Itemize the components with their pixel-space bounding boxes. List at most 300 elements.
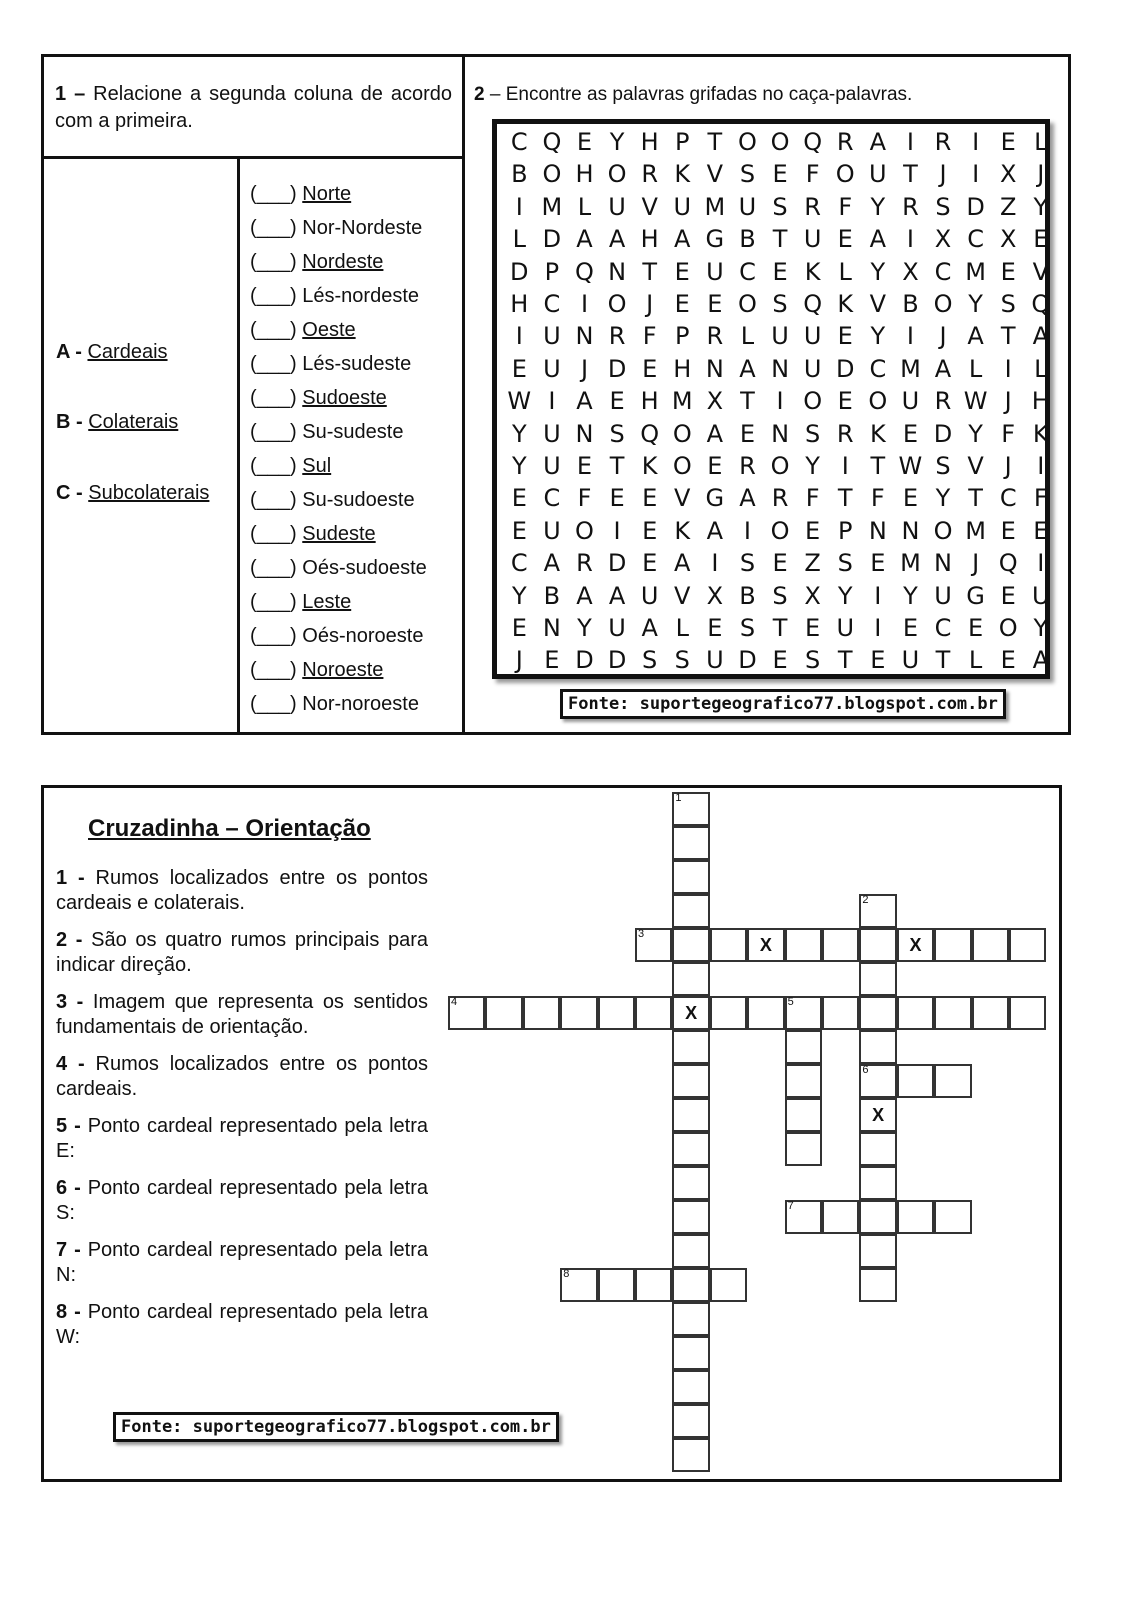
crossword-cell[interactable]	[785, 1064, 822, 1098]
word-search-letter[interactable]: E	[544, 646, 560, 675]
word-search-letter[interactable]: W	[898, 452, 923, 480]
word-search-letter[interactable]: K	[837, 290, 854, 318]
word-search-letter[interactable]: U	[901, 387, 920, 416]
word-search-letter[interactable]: I	[874, 614, 882, 642]
crossword-cell[interactable]	[672, 1370, 709, 1404]
crossword-cell[interactable]	[859, 1200, 896, 1234]
word-search-letter[interactable]: C	[999, 484, 1017, 513]
word-search-letter[interactable]: E	[511, 354, 527, 383]
word-search-letter[interactable]: E	[805, 516, 821, 545]
word-search-letter[interactable]: F	[805, 160, 820, 189]
crossword-cell[interactable]	[672, 1404, 709, 1438]
word-search-letter[interactable]: L	[512, 225, 526, 254]
word-search-letter[interactable]: A	[1032, 322, 1049, 351]
crossword-cell[interactable]	[934, 928, 971, 962]
word-search-letter[interactable]: Y	[511, 419, 527, 448]
word-search-letter[interactable]: T	[968, 484, 983, 513]
word-search-letter[interactable]: S	[837, 549, 853, 578]
word-search-letter[interactable]: U	[771, 322, 789, 351]
word-search-letter[interactable]: R	[902, 192, 919, 221]
word-search-letter[interactable]: I	[743, 516, 751, 545]
word-search-letter[interactable]: O	[738, 128, 757, 156]
word-search-letter[interactable]: B	[902, 290, 919, 318]
crossword-cell[interactable]	[672, 928, 709, 962]
word-search-letter[interactable]: Q	[998, 549, 1018, 578]
answer-blank[interactable]: (___)	[250, 455, 297, 477]
word-search-letter[interactable]: R	[934, 387, 952, 416]
word-search-letter[interactable]: Y	[870, 257, 886, 286]
word-search-letter[interactable]: Y	[805, 452, 820, 480]
word-search-letter[interactable]: N	[868, 516, 887, 545]
word-search-letter[interactable]: H	[510, 290, 529, 318]
crossword-cell[interactable]	[672, 962, 709, 996]
word-search-letter[interactable]: E	[642, 354, 658, 383]
word-search-letter[interactable]: S	[739, 549, 756, 578]
word-search-letter[interactable]: E	[576, 452, 593, 480]
word-search-letter[interactable]: S	[805, 419, 821, 448]
word-search-letter[interactable]: U	[803, 354, 822, 383]
word-search-letter[interactable]: P	[837, 516, 853, 545]
word-search-letter[interactable]: T	[837, 484, 853, 513]
word-search-letter[interactable]: Y	[577, 614, 592, 642]
answer-blank[interactable]: (___)	[250, 693, 297, 715]
word-search-letter[interactable]: U	[608, 614, 626, 642]
word-search-letter[interactable]: N	[771, 419, 790, 448]
answer-blank[interactable]: (___)	[250, 217, 297, 239]
crossword-cell[interactable]	[785, 996, 822, 1030]
word-search-letter[interactable]: E	[772, 646, 788, 675]
word-search-letter[interactable]: A	[608, 581, 626, 610]
word-search-letter[interactable]: R	[608, 322, 626, 351]
word-search-letter[interactable]: A	[934, 354, 952, 383]
word-search-letter[interactable]: S	[935, 192, 951, 221]
word-search-letter[interactable]: S	[772, 290, 788, 318]
crossword-cell[interactable]	[672, 1166, 709, 1200]
word-search-letter[interactable]: E	[642, 549, 658, 578]
word-search-letter[interactable]: R	[576, 549, 593, 578]
word-search-letter[interactable]: X	[999, 225, 1017, 254]
word-search-letter[interactable]: M	[541, 192, 563, 221]
word-search-letter[interactable]: Z	[804, 549, 821, 578]
word-search-letter[interactable]: O	[933, 516, 953, 545]
word-search-letter[interactable]: O	[542, 160, 562, 189]
word-search-letter[interactable]: S	[609, 419, 625, 448]
crossword-cell[interactable]	[1009, 928, 1046, 962]
answer-blank[interactable]: (___)	[250, 285, 297, 307]
word-search-letter[interactable]: O	[770, 452, 790, 480]
answer-blank[interactable]: (___)	[250, 421, 297, 443]
crossword-cell[interactable]	[672, 1064, 709, 1098]
word-search-letter[interactable]: A	[641, 614, 658, 642]
word-search-letter[interactable]: Y	[511, 452, 527, 480]
crossword-cell[interactable]	[635, 928, 672, 962]
word-search-letter[interactable]: O	[868, 387, 888, 416]
crossword-cell[interactable]	[747, 928, 784, 962]
word-search-letter[interactable]: E	[902, 484, 918, 513]
word-search-letter[interactable]: U	[543, 452, 561, 480]
word-search-letter[interactable]: C	[510, 128, 528, 156]
crossword-cell[interactable]	[448, 996, 485, 1030]
crossword-cell[interactable]	[972, 996, 1009, 1030]
word-search-letter[interactable]: Y	[870, 322, 886, 351]
crossword-cell[interactable]	[598, 1268, 635, 1302]
word-search-letter[interactable]: O	[607, 290, 627, 318]
word-search-letter[interactable]: G	[705, 225, 725, 254]
answer-blank[interactable]: (___)	[250, 387, 297, 409]
word-search-letter[interactable]: E	[902, 419, 918, 448]
word-search-letter[interactable]: E	[511, 484, 527, 513]
word-search-letter[interactable]: K	[674, 160, 691, 189]
word-search-letter[interactable]: I	[776, 387, 784, 416]
word-search-letter[interactable]: L	[1034, 128, 1048, 156]
word-search-letter[interactable]: U	[543, 354, 561, 383]
crossword-cell[interactable]	[560, 996, 597, 1030]
crossword-cell[interactable]	[785, 1200, 822, 1234]
word-search-letter[interactable]: Y	[870, 192, 886, 221]
word-search-letter[interactable]: S	[772, 581, 788, 610]
crossword-cell[interactable]	[672, 996, 709, 1030]
crossword-cell[interactable]	[934, 1064, 971, 1098]
word-search-letter[interactable]: O	[575, 516, 594, 545]
crossword-cell[interactable]	[672, 1098, 709, 1132]
word-search-letter[interactable]: Y	[968, 290, 983, 318]
word-search-letter[interactable]: S	[739, 160, 756, 189]
word-search-letter[interactable]: E	[1000, 516, 1016, 545]
word-search-letter[interactable]: O	[998, 614, 1018, 642]
word-search-letter[interactable]: M	[965, 516, 986, 545]
crossword-cell[interactable]	[785, 1098, 822, 1132]
crossword-cell[interactable]	[859, 928, 896, 962]
word-search-letter[interactable]: L	[675, 614, 689, 642]
word-search-letter[interactable]: X	[999, 160, 1017, 189]
word-search-letter[interactable]: S	[642, 646, 658, 675]
word-search-letter[interactable]: C	[543, 290, 561, 318]
word-search-letter[interactable]: I	[972, 160, 980, 189]
word-search-letter[interactable]: E	[1000, 257, 1016, 286]
word-search-letter[interactable]: J	[1004, 452, 1012, 480]
word-search-letter[interactable]: D	[607, 646, 627, 675]
word-search-letter[interactable]: H	[640, 128, 659, 156]
word-search-letter[interactable]: S	[772, 192, 788, 221]
word-search-letter[interactable]: U	[836, 614, 855, 642]
word-search-letter[interactable]: X	[902, 257, 919, 286]
word-search-letter[interactable]: A	[576, 387, 593, 416]
word-search-letter[interactable]: R	[804, 192, 821, 221]
word-search-letter[interactable]: H	[640, 225, 659, 254]
word-search-letter[interactable]: C	[869, 354, 887, 383]
answer-blank[interactable]: (___)	[250, 591, 297, 613]
word-search-letter[interactable]: I	[1037, 452, 1045, 480]
word-search-letter[interactable]: M	[900, 354, 921, 383]
word-search-letter[interactable]: O	[835, 160, 855, 189]
word-search-letter[interactable]: J	[1004, 387, 1012, 416]
word-search-letter[interactable]: B	[739, 581, 756, 610]
word-search-letter[interactable]: X	[706, 581, 724, 610]
word-search-letter[interactable]: I	[613, 516, 621, 545]
crossword-cell[interactable]	[859, 1030, 896, 1064]
word-search-letter[interactable]: I	[580, 290, 589, 318]
word-search-letter[interactable]: O	[607, 160, 627, 189]
answer-blank[interactable]: (___)	[250, 625, 297, 647]
crossword-cell[interactable]	[785, 1030, 822, 1064]
answer-blank[interactable]: (___)	[250, 489, 297, 511]
word-search-letter[interactable]: R	[934, 128, 952, 156]
word-search-letter[interactable]: R	[771, 484, 789, 513]
word-search-letter[interactable]: E	[805, 614, 821, 642]
word-search-letter[interactable]: F	[1001, 419, 1016, 448]
word-search-letter[interactable]: I	[1037, 549, 1045, 578]
word-search-letter[interactable]: Y	[1033, 192, 1049, 221]
word-search-letter[interactable]: T	[870, 452, 886, 480]
word-search-letter[interactable]: O	[738, 290, 757, 318]
word-search-letter[interactable]: C	[543, 484, 561, 513]
word-search-letter[interactable]: A	[739, 484, 756, 513]
word-search-letter[interactable]: G	[705, 484, 725, 513]
word-search-letter[interactable]: L	[968, 354, 983, 383]
word-search-letter[interactable]: F	[838, 192, 853, 221]
crossword-cell[interactable]	[897, 1064, 934, 1098]
crossword-cell[interactable]	[560, 1268, 597, 1302]
word-search-letter[interactable]: E	[772, 549, 788, 578]
word-search-letter[interactable]: O	[770, 516, 790, 545]
word-search-letter[interactable]: T	[740, 387, 755, 416]
word-search-letter[interactable]: G	[966, 581, 985, 610]
word-search-letter[interactable]: U	[640, 581, 659, 610]
crossword-cell[interactable]	[822, 928, 859, 962]
crossword-cell[interactable]	[672, 1132, 709, 1166]
crossword-cell[interactable]	[672, 1268, 709, 1302]
word-search-letter[interactable]: K	[1032, 419, 1049, 448]
crossword-cell[interactable]	[635, 1268, 672, 1302]
word-search-letter[interactable]: I	[906, 322, 914, 351]
word-search-letter[interactable]: E	[1000, 581, 1016, 610]
word-search-letter[interactable]: L	[577, 192, 592, 221]
word-search-letter[interactable]: U	[673, 192, 692, 221]
word-search-letter[interactable]: Q	[803, 128, 823, 156]
crossword-cell[interactable]	[859, 1268, 896, 1302]
word-search-letter[interactable]: D	[933, 419, 953, 448]
crossword-cell[interactable]	[859, 1098, 896, 1132]
word-search-letter[interactable]: U	[1032, 581, 1050, 610]
word-search-letter[interactable]: E	[707, 452, 723, 480]
word-search-letter[interactable]: C	[934, 257, 952, 286]
word-search-letter[interactable]: T	[1000, 322, 1016, 351]
word-search-letter[interactable]: D	[835, 354, 855, 383]
word-search-letter[interactable]: E	[609, 387, 625, 416]
crossword-cell[interactable]	[672, 1030, 709, 1064]
word-search-letter[interactable]: X	[804, 581, 821, 610]
word-search-letter[interactable]: P	[675, 322, 690, 351]
crossword-cell[interactable]	[822, 996, 859, 1030]
word-search-letter[interactable]: L	[740, 322, 755, 351]
crossword-cell[interactable]	[859, 996, 896, 1030]
word-search-letter[interactable]: N	[934, 549, 952, 578]
word-search-letter[interactable]: Q	[640, 419, 660, 448]
word-search-letter[interactable]: E	[707, 614, 723, 642]
crossword-cell[interactable]	[972, 928, 1009, 962]
word-search-letter[interactable]: I	[906, 128, 914, 156]
word-search-letter[interactable]: H	[575, 160, 594, 189]
word-search-letter[interactable]: T	[609, 452, 625, 480]
crossword-cell[interactable]	[710, 928, 747, 962]
word-search-letter[interactable]: L	[968, 646, 983, 675]
word-search-letter[interactable]: E	[511, 516, 527, 545]
word-search-letter[interactable]: E	[968, 614, 984, 642]
word-search-letter[interactable]: K	[804, 257, 821, 286]
word-search-letter[interactable]: A	[706, 516, 724, 545]
crossword-cell[interactable]	[672, 1234, 709, 1268]
answer-blank[interactable]: (___)	[250, 319, 297, 341]
crossword-cell[interactable]	[710, 1268, 747, 1302]
word-search-letter[interactable]: C	[967, 225, 984, 254]
crossword-cell[interactable]	[523, 996, 560, 1030]
word-search-letter[interactable]: V	[641, 192, 658, 221]
word-search-letter[interactable]: I	[972, 128, 980, 156]
word-search-letter[interactable]: O	[933, 290, 953, 318]
crossword-cell[interactable]	[859, 894, 896, 928]
crossword-cell[interactable]	[672, 894, 709, 928]
word-search-letter[interactable]: V	[706, 160, 724, 189]
word-search-letter[interactable]: L	[1034, 354, 1048, 383]
crossword-cell[interactable]	[859, 1064, 896, 1098]
word-search-letter[interactable]: A	[576, 581, 593, 610]
word-search-letter[interactable]: V	[869, 290, 887, 318]
word-search-letter[interactable]: S	[805, 646, 821, 675]
word-search-letter[interactable]: E	[870, 646, 886, 675]
word-search-letter[interactable]: N	[542, 614, 561, 642]
word-search-letter[interactable]: E	[902, 614, 918, 642]
word-search-letter[interactable]: W	[507, 387, 532, 416]
word-search-letter[interactable]: D	[575, 646, 594, 675]
word-search-letter[interactable]: R	[836, 419, 854, 448]
word-search-letter[interactable]: J	[939, 322, 947, 351]
word-search-letter[interactable]: H	[1031, 387, 1050, 416]
word-search-letter[interactable]: I	[515, 192, 523, 221]
word-search-letter[interactable]: U	[803, 322, 822, 351]
word-search-letter[interactable]: E	[870, 549, 886, 578]
word-search-letter[interactable]: Y	[968, 419, 983, 448]
word-search-letter[interactable]: N	[575, 419, 594, 448]
word-search-letter[interactable]: I	[515, 322, 523, 351]
word-search-letter[interactable]: M	[965, 257, 986, 286]
word-search-letter[interactable]: I	[711, 549, 719, 578]
word-search-letter[interactable]: E	[739, 419, 756, 448]
word-search-letter[interactable]: E	[674, 290, 690, 318]
word-search-letter[interactable]: A	[674, 225, 691, 254]
word-search-letter[interactable]: T	[837, 646, 853, 675]
crossword-cell[interactable]	[859, 1132, 896, 1166]
word-search-letter[interactable]: U	[543, 516, 561, 545]
word-search-letter[interactable]: U	[738, 192, 757, 221]
word-search-letter[interactable]: R	[739, 452, 756, 480]
word-search-letter[interactable]: D	[607, 354, 627, 383]
word-search-letter[interactable]: R	[706, 322, 724, 351]
word-search-letter[interactable]: T	[772, 614, 788, 642]
crossword-cell[interactable]	[785, 928, 822, 962]
word-search-letter[interactable]: Y	[511, 581, 527, 610]
word-search-letter[interactable]: X	[706, 387, 724, 416]
word-search-letter[interactable]: E	[1000, 128, 1016, 156]
word-search-letter[interactable]: U	[543, 322, 561, 351]
word-search-letter[interactable]: J	[580, 354, 589, 383]
word-search-letter[interactable]: N	[575, 322, 594, 351]
crossword-cell[interactable]	[672, 1336, 709, 1370]
crossword-cell[interactable]	[672, 1200, 709, 1234]
word-search-letter[interactable]: U	[706, 646, 724, 675]
word-search-letter[interactable]: A	[576, 225, 593, 254]
word-search-letter[interactable]: O	[770, 128, 790, 156]
crossword-cell[interactable]	[710, 996, 747, 1030]
word-search-letter[interactable]: E	[707, 290, 723, 318]
word-search-letter[interactable]: Q	[575, 257, 594, 286]
crossword-cell[interactable]	[672, 860, 709, 894]
word-search-letter[interactable]: U	[934, 581, 952, 610]
word-search-letter[interactable]: Q	[803, 290, 823, 318]
answer-blank[interactable]: (___)	[250, 183, 297, 205]
crossword-cell[interactable]	[897, 996, 934, 1030]
crossword-cell[interactable]	[822, 1200, 859, 1234]
crossword-cell[interactable]	[859, 1234, 896, 1268]
word-search-letter[interactable]: D	[966, 192, 985, 221]
word-search-letter[interactable]: N	[705, 354, 724, 383]
crossword-cell[interactable]	[672, 1438, 709, 1472]
word-search-letter[interactable]: T	[642, 257, 657, 286]
word-search-letter[interactable]: A	[1032, 646, 1049, 675]
word-search-letter[interactable]: Z	[999, 192, 1017, 221]
word-search-letter[interactable]: U	[608, 192, 626, 221]
word-search-letter[interactable]: B	[739, 225, 756, 254]
crossword-cell[interactable]	[897, 928, 934, 962]
word-search-letter[interactable]: P	[675, 128, 690, 156]
word-search-letter[interactable]: R	[836, 128, 854, 156]
word-search-letter[interactable]: A	[608, 225, 626, 254]
word-search-letter[interactable]: F	[870, 484, 885, 513]
word-search-letter[interactable]: E	[642, 484, 658, 513]
word-search-letter[interactable]: E	[837, 387, 853, 416]
word-search-letter[interactable]: D	[607, 549, 627, 578]
word-search-letter[interactable]: T	[772, 225, 788, 254]
word-search-letter[interactable]: J	[515, 646, 523, 675]
word-search-letter[interactable]: J	[1037, 160, 1045, 189]
word-search-letter[interactable]: J	[939, 160, 947, 189]
answer-blank[interactable]: (___)	[250, 353, 297, 375]
word-search-letter[interactable]: J	[646, 290, 654, 318]
word-search-letter[interactable]: E	[674, 257, 690, 286]
word-search-letter[interactable]: O	[803, 387, 823, 416]
word-search-letter[interactable]: S	[674, 646, 690, 675]
word-search-letter[interactable]: E	[609, 484, 625, 513]
word-search-letter[interactable]: B	[543, 581, 561, 610]
word-search-letter[interactable]: D	[738, 646, 757, 675]
word-search-letter[interactable]: K	[674, 516, 691, 545]
word-search-letter[interactable]: W	[963, 387, 988, 416]
word-search-letter[interactable]: A	[543, 549, 561, 578]
word-search-letter[interactable]: A	[967, 322, 984, 351]
word-search-letter[interactable]: E	[576, 128, 593, 156]
word-search-letter[interactable]: S	[1000, 290, 1016, 318]
word-search-letter[interactable]: S	[935, 452, 951, 480]
word-search-letter[interactable]: R	[641, 160, 659, 189]
word-search-letter[interactable]: V	[1032, 257, 1049, 286]
word-search-letter[interactable]: V	[674, 484, 691, 513]
word-search-letter[interactable]: X	[934, 225, 952, 254]
word-search-letter[interactable]: N	[771, 354, 790, 383]
word-search-letter[interactable]: Y	[935, 484, 951, 513]
word-search-letter[interactable]: E	[772, 160, 788, 189]
crossword-cell[interactable]	[934, 1200, 971, 1234]
word-search-letter[interactable]: L	[838, 257, 852, 286]
word-search-letter[interactable]: Q	[1031, 290, 1051, 318]
